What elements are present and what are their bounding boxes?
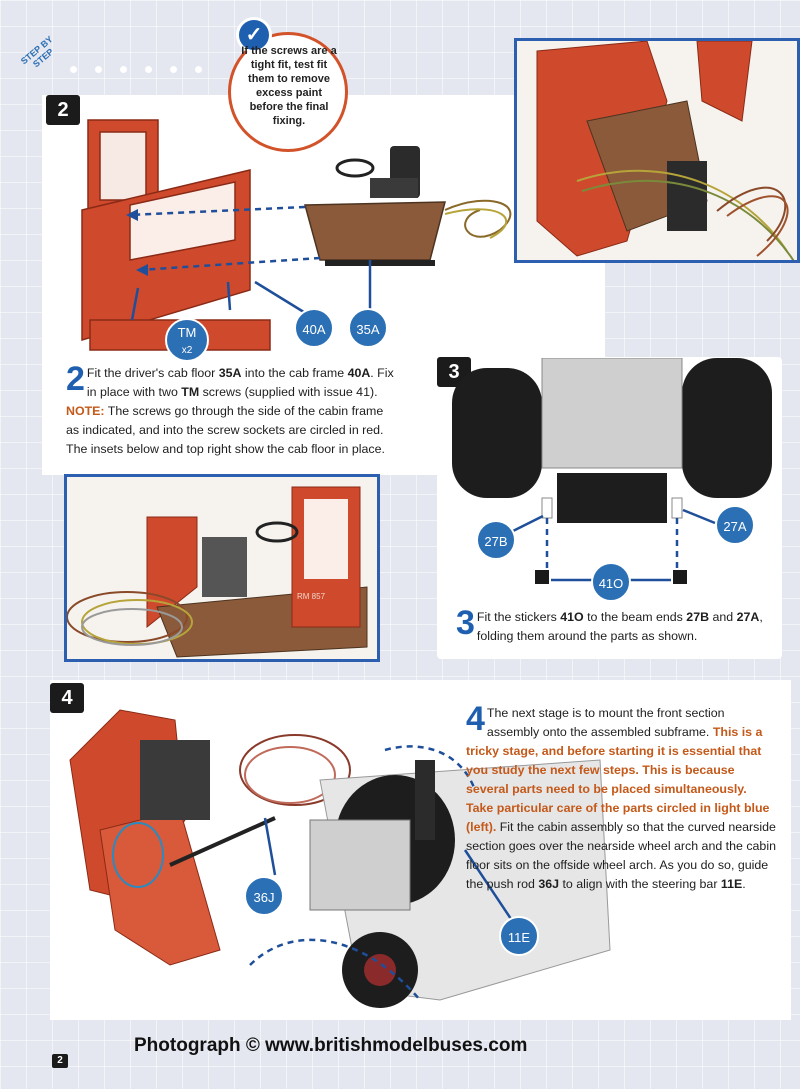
step2-label-40A: 40A — [294, 308, 334, 348]
step2-label-tm: TM x2 — [165, 318, 209, 362]
inset-plate-text: RM 857 — [297, 592, 326, 601]
step3-label-27A: 27A — [715, 505, 755, 545]
cab-floor-in-place-photo — [517, 41, 800, 263]
step-by-step-tab — [0, 18, 230, 88]
step4-caption: 4 The next stage is to mount the front section assembly onto the assembled subframe. This is a tricky stage, and before starting it is essential that you study the next few steps. This is because several parts need to be placed simultaneously. Take particular care of the parts circled in light blue (left). Fit the cabin assembly so that the curved nearside section goes over the nearside wheel arch and the cabin floor sits on the offside wheel arch. As you do so, guide the push rod 36J to align with the steering bar 11E. — [466, 700, 776, 891]
step3-caption: 3 Fit the stickers 41O to the beam ends 27B and 27A, folding them around the parts as shown. — [456, 604, 763, 643]
cab-interior-photo — [67, 477, 380, 662]
cab-frame-40A — [82, 120, 270, 350]
step3-label-27B: 27B — [476, 520, 516, 560]
page-number: 2 — [52, 1054, 68, 1068]
cab-floor-35A — [305, 146, 445, 266]
step4-number: 4 — [50, 683, 84, 713]
watermark: Photograph © www.britishmodelbuses.com — [134, 1035, 528, 1056]
top-right-inset — [514, 38, 800, 263]
step3-number: 3 — [437, 357, 471, 387]
step-by-step-label: STEP BY STEP — [18, 34, 56, 70]
check-icon: ✓ — [236, 17, 272, 53]
step4-label-11E: 11E — [499, 916, 539, 956]
bottom-left-inset — [64, 474, 380, 662]
step3-label-41O: 41O — [591, 562, 631, 602]
step2-number: 2 — [46, 95, 80, 125]
tip-text: If the screws are a tight fit, test fit them to remove excess paint before the final fixing. — [241, 45, 337, 127]
step2-label-35A: 35A — [348, 308, 388, 348]
step2-caption: 2 Fit the driver's cab floor 35A into the cab frame 40A. Fix in place with two TM screws (supplied with issue 41). NOTE: The screws go through the side of the cabin frame as indicated, and into the screw sockets are circled in red. The insets below and top right show the cab floor in place. — [66, 360, 394, 456]
step4-label-36J: 36J — [244, 876, 284, 916]
